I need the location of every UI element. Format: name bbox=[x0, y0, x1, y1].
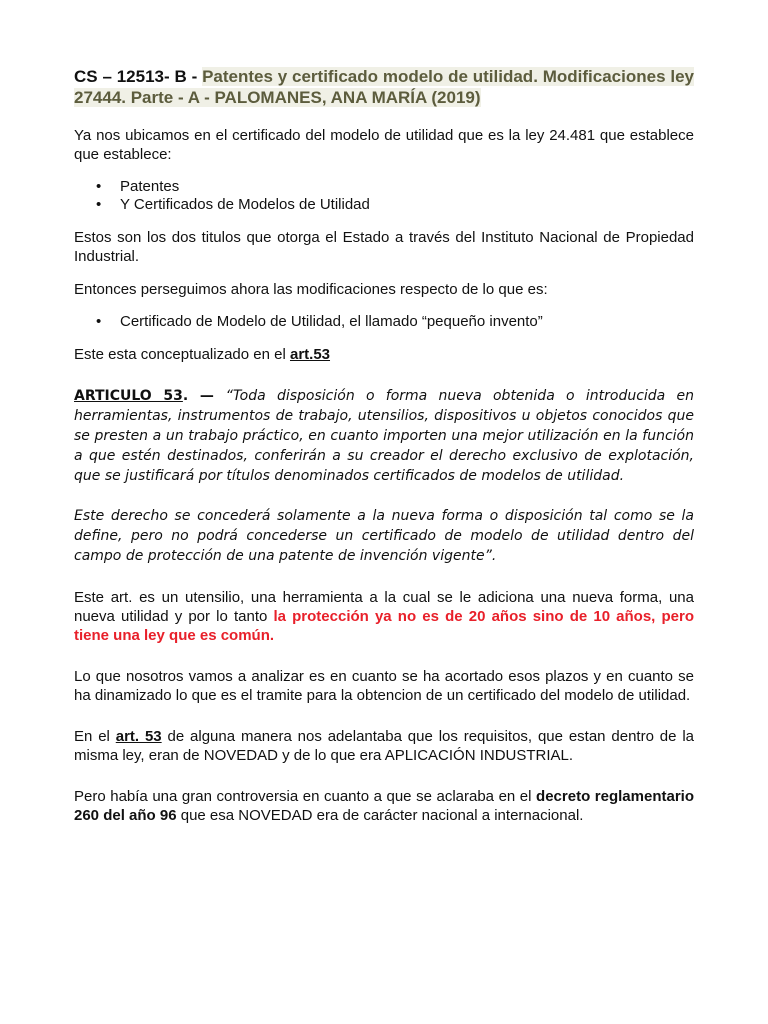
paragraph-protection: Este art. es un utensilio, una herramienta a la cual se le adiciona una nueva forma, una nueva utilidad y por lo tanto la protección ya no es de 20 años sino de 10 años, pero tiene una ley que es común. bbox=[74, 589, 694, 644]
paragraph-art53-ref: Este esta conceptualizado en el art.53 bbox=[74, 346, 331, 363]
article-53-text-2: Este derecho se concederá solamente a la nueva forma o disposición tal como se la define, pero no podrá concederse un certificado de modelo de utilidad dentro del campo de protección de una patente de invención vigente”. bbox=[74, 508, 694, 564]
decree-reference: decreto reglamentario 260 del año 96 bbox=[74, 788, 694, 824]
bullet-icon: • bbox=[96, 196, 102, 213]
art53-reference-2: art. 53 bbox=[115, 728, 162, 745]
bullet-icon: • bbox=[96, 178, 102, 195]
article-body: “Toda disposición o forma nueva obtenida o introducida en herramientas, instrumentos de trabajo, utensilios, dispositivos u objetos conocidos que se presten a un trabajo práctico, en cuanto importen una mejor utilización en la función a que estén destinados, conferirán a su creador el derecho exclusivo de explotación, que se justificará por títulos denominados certificados de modelos de utilidad. bbox=[74, 388, 694, 484]
paragraph-controversy: Pero había una gran controversia en cuanto a que se aclaraba en el decreto reglamentario 260 del año 96 que esa NOVEDAD era de carácter nacional a internacional. bbox=[74, 788, 694, 824]
protection-highlight: la protección ya no es de 20 años sino de 10 años, pero tiene una ley que es común. bbox=[74, 608, 694, 644]
list-item: • Patentes bbox=[96, 178, 180, 195]
paragraph-modifications: Entonces perseguimos ahora las modificaciones respecto de lo que es: bbox=[74, 281, 548, 298]
list-item: • Y Certificados de Modelos de Utilidad bbox=[96, 196, 370, 213]
paragraph-analysis: Lo que nosotros vamos a analizar es en cuanto se ha acortado esos plazos y en cuanto se ha dinamizado lo que es el tramite para la obtencion de un certificado del modelo de utilidad. bbox=[74, 668, 694, 704]
bullet-icon: • bbox=[96, 313, 102, 330]
article-53-text bbox=[74, 386, 694, 486]
title-code: CS – 12513- B - bbox=[74, 67, 203, 86]
document-title bbox=[74, 66, 694, 108]
art53-reference: art.53 bbox=[289, 346, 331, 363]
list-item: • Certificado de Modelo de Utilidad, el llamado “pequeño invento” bbox=[96, 313, 543, 330]
article-heading: ARTICULO 53 bbox=[74, 388, 183, 404]
bullet-list-certificate bbox=[74, 313, 694, 331]
title-highlight: Patentes y certificado modelo de utilidad. Modificaciones ley 27444. Parte - A - PALOMANES, ANA MARÍA (2019) bbox=[74, 67, 694, 107]
article-separator: . — bbox=[182, 388, 226, 404]
paragraph-requirements: En el art. 53 de alguna manera nos adelantaba que los requisitos, que estan dentro de la misma ley, eran de NOVEDAD y de lo que era APLICACIÓN INDUSTRIAL. bbox=[74, 728, 694, 764]
bullet-list-titles bbox=[74, 178, 694, 214]
paragraph-intro: Ya nos ubicamos en el certificado del modelo de utilidad que es la ley 24.481 que establece que establece: bbox=[74, 127, 694, 163]
paragraph-titles: Estos son los dos titulos que otorga el Estado a través del Instituto Nacional de Propiedad Industrial. bbox=[74, 229, 694, 265]
